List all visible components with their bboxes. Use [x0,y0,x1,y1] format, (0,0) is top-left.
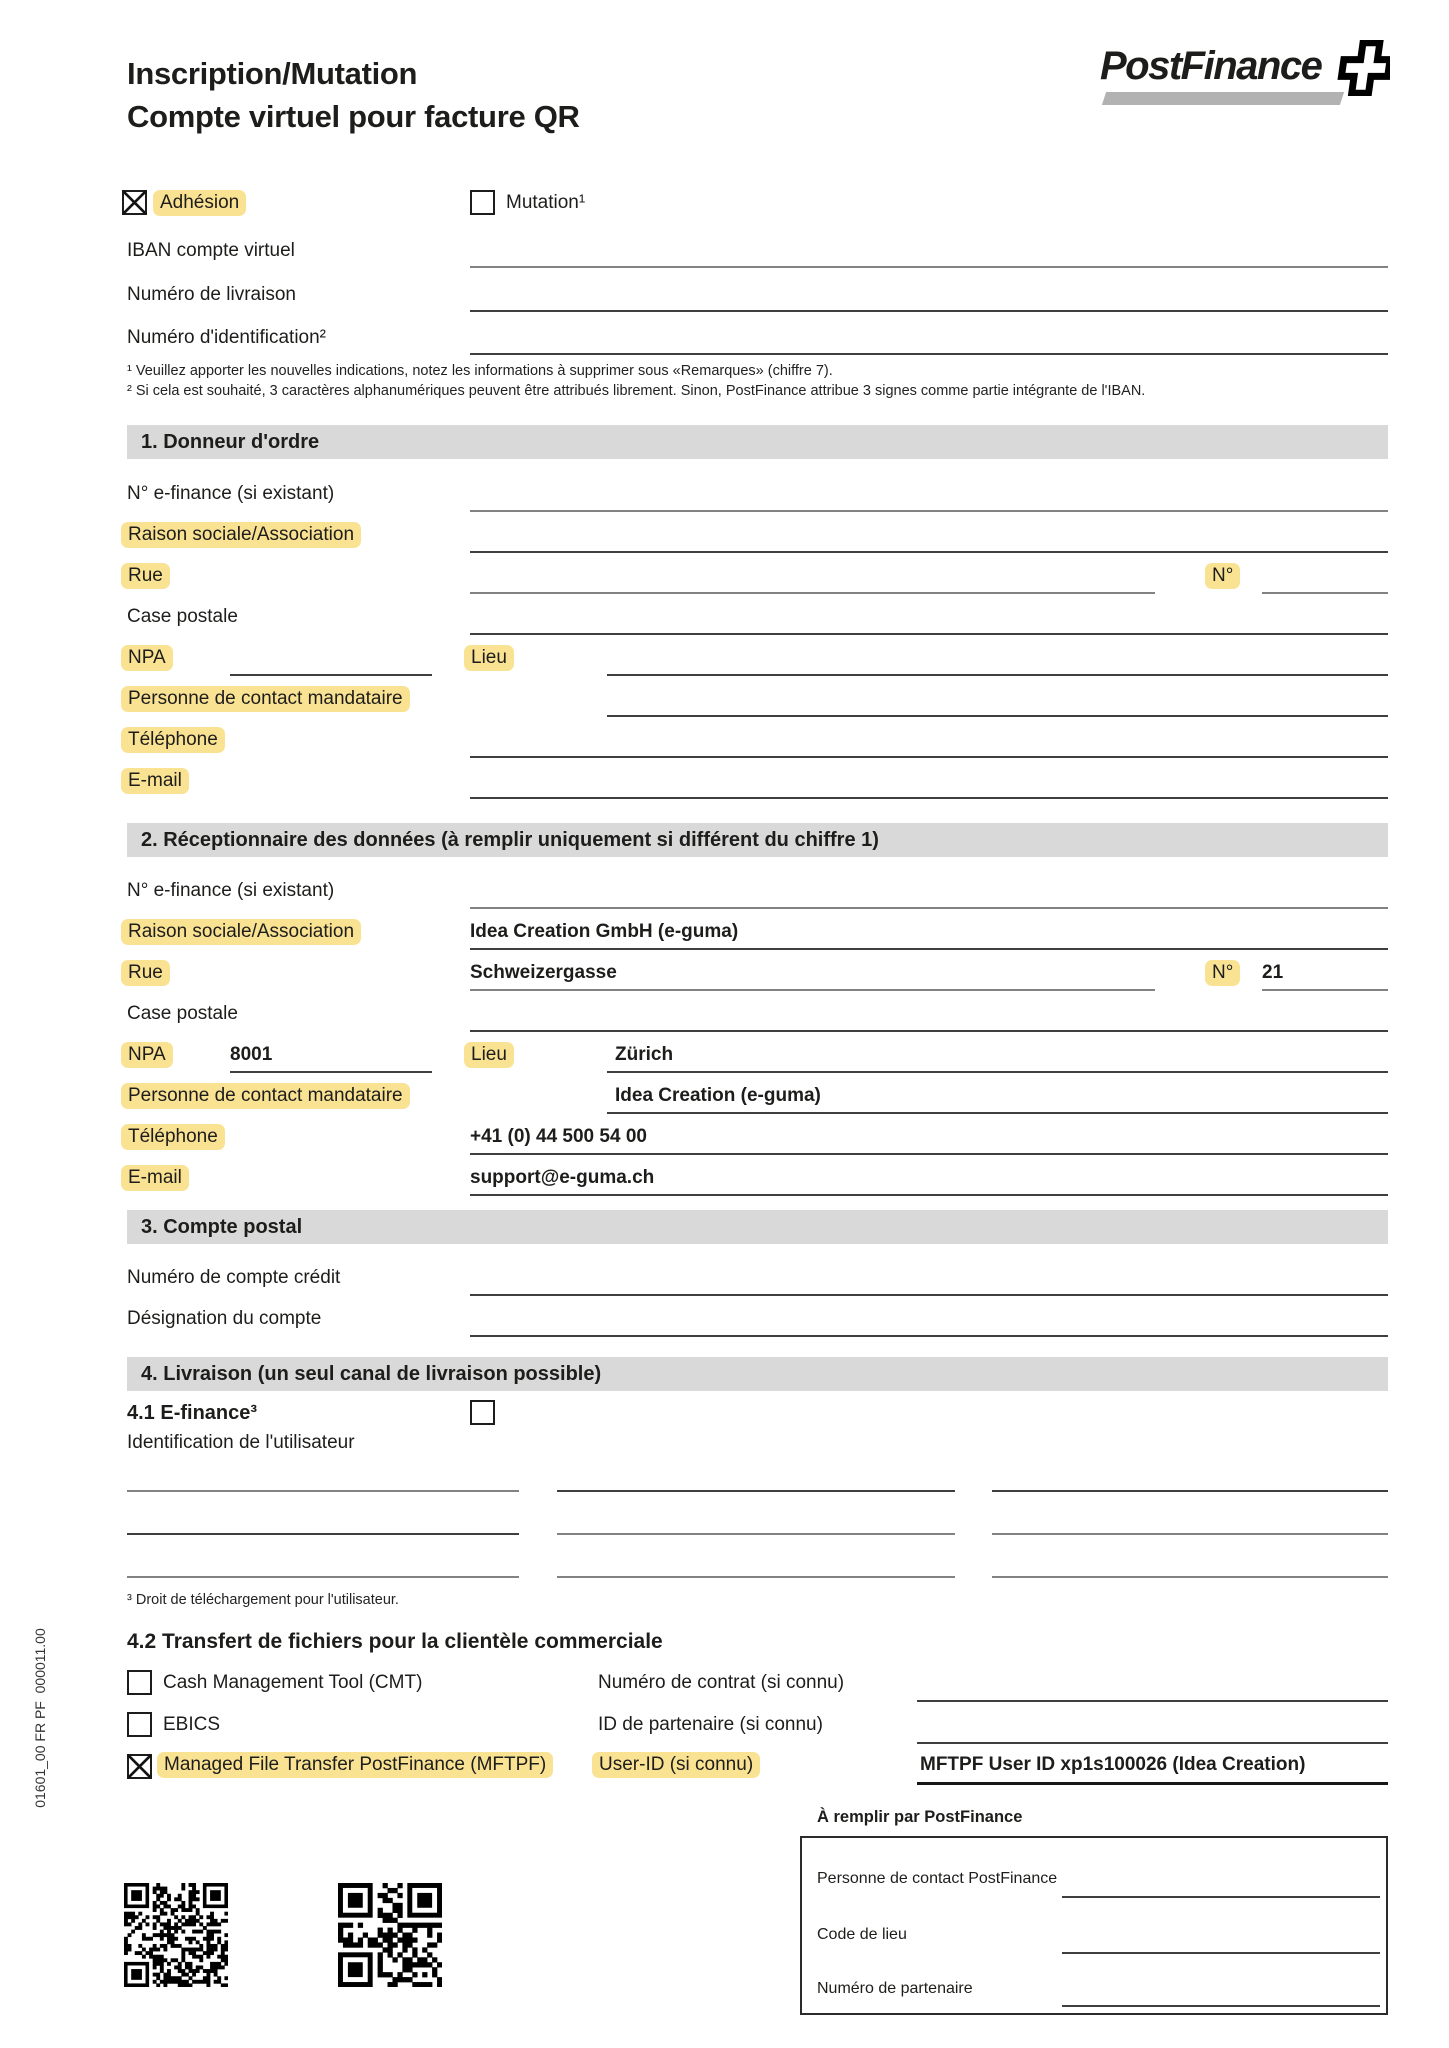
qr-code-right [338,1883,442,1987]
adhesion-label: Adhésion [153,190,246,216]
cmt-checkbox[interactable] [127,1670,152,1695]
user-id-line-r1c1[interactable] [127,1490,519,1492]
s4-transfer-title: 4.2 Transfert de fichiers pour la clientèle commerciale [127,1630,663,1653]
s1-rue-label: Rue [121,563,170,589]
mutation-checkbox[interactable] [470,190,495,215]
pf-code-line[interactable] [1062,1952,1380,1954]
mftpf-label: Managed File Transfer PostFinance (MFTPF) [157,1752,553,1778]
s2-contact-line[interactable] [607,1112,1388,1114]
s2-case-line[interactable] [470,1030,1388,1032]
pf-partner-label: Numéro de partenaire [817,1980,973,1997]
s2-lieu-label: Lieu [464,1042,514,1068]
s2-npa-line[interactable] [230,1071,432,1073]
s2-telephone-label: Téléphone [121,1124,225,1150]
s2-npa-value: 8001 [230,1044,273,1065]
s2-no-label: N° [1205,960,1240,986]
s2-email-line[interactable] [470,1194,1388,1196]
logo-wordmark: PostFinance [1100,44,1322,88]
s1-raison-line[interactable] [470,551,1388,553]
s2-lieu-value: Zürich [615,1044,674,1065]
user-id-line-r1c3[interactable] [992,1490,1388,1492]
footnote-2: ² Si cela est souhaité, 3 caractères alphanumériques peuvent être attribués librement. Sinon, PostFinance attribue 3 signes comme partie intégrante de l'IBAN. [127,383,1146,399]
s4-efinance-title: 4.1 E-finance³ [127,1402,258,1424]
s3-designation-line[interactable] [470,1335,1388,1337]
qr-code-left [124,1883,228,1987]
pf-code-label: Code de lieu [817,1926,907,1943]
s1-case-label: Case postale [127,606,238,627]
s2-raison-label: Raison sociale/Association [121,919,361,945]
s2-email-value: support@e-guma.ch [470,1167,655,1188]
s2-case-label: Case postale [127,1003,238,1024]
s1-raison-label: Raison sociale/Association [121,522,361,548]
s1-lieu-label: Lieu [464,645,514,671]
s2-no-line[interactable] [1262,989,1388,991]
s1-efinance-label: N° e-finance (si existant) [127,483,335,504]
s2-telephone-line[interactable] [470,1153,1388,1155]
s1-npa-label: NPA [121,645,173,671]
identification-input-line[interactable] [470,353,1388,355]
cmt-label: Cash Management Tool (CMT) [163,1672,423,1693]
s2-raison-line[interactable] [470,948,1388,950]
footnote-3: ³ Droit de téléchargement pour l'utilisateur. [127,1592,399,1608]
s1-telephone-label: Téléphone [121,727,225,753]
userid-value: MFTPF User ID xp1s100026 (Idea Creation) [920,1754,1306,1775]
pf-box-title: À remplir par PostFinance [817,1808,1023,1826]
iban-input-line[interactable] [470,266,1388,268]
s2-telephone-value: +41 (0) 44 500 54 00 [470,1126,647,1147]
user-id-line-r3c1[interactable] [127,1576,519,1578]
s1-rue-line[interactable] [470,592,1155,594]
s3-designation-label: Désignation du compte [127,1308,322,1329]
s2-lieu-line[interactable] [607,1071,1388,1073]
iban-label: IBAN compte virtuel [127,240,295,261]
page-title-line2: Compte virtuel pour facture QR [127,99,580,134]
user-id-line-r3c3[interactable] [992,1576,1388,1578]
s1-telephone-line[interactable] [470,756,1388,758]
identification-label: Numéro d'identification² [127,327,326,348]
s1-contact-label: Personne de contact mandataire [121,686,410,712]
page-title-line1: Inscription/Mutation [127,56,418,91]
footnote-1: ¹ Veuillez apporter les nouvelles indications, notez les informations à supprimer sous «Remarques» (chiffre 7). [127,363,833,379]
user-id-line-r1c2[interactable] [557,1490,955,1492]
adhesion-checkbox[interactable] [122,190,147,215]
s3-credit-line[interactable] [470,1294,1388,1296]
s2-rue-line[interactable] [470,989,1155,991]
s1-email-label: E-mail [121,768,189,794]
s2-rue-label: Rue [121,960,170,986]
check-x-icon [129,1756,150,1777]
section1-header: 1. Donneur d'ordre [127,425,1388,459]
s4-identification-label: Identification de l'utilisateur [127,1432,355,1453]
section3-header: 3. Compte postal [127,1210,1388,1244]
s1-npa-line[interactable] [230,674,432,676]
s1-no-label: N° [1205,563,1240,589]
pf-partner-line[interactable] [1062,2005,1380,2007]
partner-id-label: ID de partenaire (si connu) [598,1714,823,1735]
s1-contact-line[interactable] [607,715,1388,717]
s1-email-line[interactable] [470,797,1388,799]
ebics-label: EBICS [163,1714,221,1735]
form-code: 01601_00 FR PF 000011.00 [32,1628,48,1808]
page-title [127,52,580,138]
s2-no-value: 21 [1262,962,1284,983]
s1-case-line[interactable] [470,633,1388,635]
mutation-label: Mutation¹ [506,192,586,213]
swiss-cross-icon [1334,40,1390,96]
contract-label: Numéro de contrat (si connu) [598,1672,845,1693]
section2-header: 2. Réceptionnaire des données (à remplir uniquement si différent du chiffre 1) [127,823,1388,857]
livraison-input-line[interactable] [470,310,1388,312]
postfinance-logo [1100,44,1390,110]
s1-no-line[interactable] [1262,592,1388,594]
ebics-checkbox[interactable] [127,1712,152,1737]
s2-email-label: E-mail [121,1165,189,1191]
contract-input-line[interactable] [917,1700,1388,1702]
s2-efinance-line[interactable] [470,907,1388,909]
partner-id-input-line[interactable] [917,1742,1388,1744]
check-x-icon [124,192,145,213]
s2-contact-value: Idea Creation (e-guma) [615,1085,821,1106]
user-id-line-r2c1[interactable] [127,1533,519,1535]
s2-rue-value: Schweizergasse [470,962,617,983]
user-id-line-r2c3[interactable] [992,1533,1388,1535]
logo-shadow [1102,92,1344,105]
userid-label: User-ID (si connu) [592,1752,760,1778]
s2-efinance-label: N° e-finance (si existant) [127,880,335,901]
pf-contact-label: Personne de contact PostFinance [817,1870,1058,1887]
pf-contact-line[interactable] [1062,1896,1380,1898]
mftpf-checkbox[interactable] [127,1754,152,1779]
s2-contact-label: Personne de contact mandataire [121,1083,410,1109]
section4-header: 4. Livraison (un seul canal de livraison possible) [127,1357,1388,1391]
s1-lieu-line[interactable] [607,674,1388,676]
livraison-label: Numéro de livraison [127,284,296,305]
user-id-line-r2c2[interactable] [557,1533,955,1535]
s2-raison-value: Idea Creation GmbH (e-guma) [470,921,739,942]
user-id-line-r3c2[interactable] [557,1576,955,1578]
s2-npa-label: NPA [121,1042,173,1068]
s3-credit-label: Numéro de compte crédit [127,1267,341,1288]
efinance-checkbox[interactable] [470,1400,495,1425]
s1-efinance-line[interactable] [470,510,1388,512]
userid-input-line[interactable] [917,1782,1388,1785]
